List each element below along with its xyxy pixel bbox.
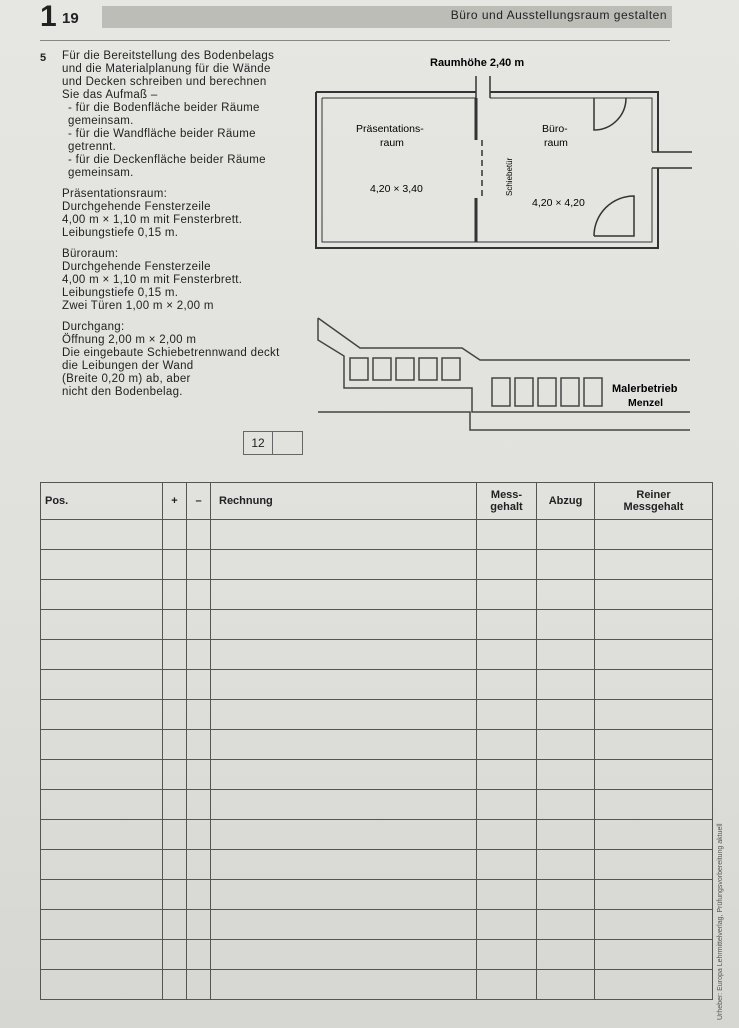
table-cell[interactable] (163, 850, 187, 880)
table-row (41, 880, 713, 910)
intro-line: und die Materialplanung für die Wände (62, 63, 271, 75)
table-row (41, 700, 713, 730)
table-row (41, 550, 713, 580)
table-cell[interactable] (537, 520, 595, 550)
table-header-row (41, 483, 713, 520)
table-cell[interactable] (477, 550, 537, 580)
table-cell[interactable] (537, 850, 595, 880)
table-cell[interactable] (211, 610, 477, 640)
table-cell[interactable] (41, 610, 163, 640)
table-cell[interactable] (211, 910, 477, 940)
table-cell[interactable] (163, 700, 187, 730)
table-row (41, 850, 713, 880)
table-row (41, 640, 713, 670)
table-cell[interactable] (163, 610, 187, 640)
table-cell[interactable] (41, 700, 163, 730)
table-cell[interactable] (211, 940, 477, 970)
table-body (41, 520, 713, 1000)
table-row (41, 730, 713, 760)
table-cell[interactable] (163, 520, 187, 550)
table-cell[interactable] (163, 760, 187, 790)
table-row (41, 820, 713, 850)
table-cell[interactable] (595, 700, 713, 730)
table-cell[interactable] (211, 670, 477, 700)
table-row (41, 970, 713, 1000)
presentation-line: Durchgehende Fensterzeile (62, 201, 211, 213)
room1-name-line2: raum (380, 137, 404, 149)
table-cell[interactable] (537, 760, 595, 790)
office-line: Durchgehende Fensterzeile (62, 261, 211, 273)
table-cell[interactable] (41, 790, 163, 820)
col-mess-header (477, 483, 537, 520)
bullet-line: gemeinsam. (68, 115, 134, 127)
table-cell[interactable] (41, 820, 163, 850)
window-pane (419, 358, 437, 380)
table-cell[interactable] (187, 880, 211, 910)
table-cell[interactable] (187, 670, 211, 700)
table-cell[interactable] (163, 970, 187, 1000)
table-cell[interactable] (537, 610, 595, 640)
table-cell[interactable] (211, 730, 477, 760)
table-cell[interactable] (41, 640, 163, 670)
table-row (41, 670, 713, 700)
table-row (41, 760, 713, 790)
table-cell[interactable] (537, 970, 595, 1000)
passage-line: die Leibungen der Wand (62, 360, 194, 372)
passage-heading: Durchgang: (62, 321, 125, 333)
col-mess-line: gehalt (490, 501, 523, 513)
table-cell[interactable] (41, 880, 163, 910)
table-cell[interactable] (41, 970, 163, 1000)
office-line: 4,00 m × 1,10 m mit Fensterbrett. (62, 274, 243, 286)
intro-line: Sie das Aufmaß – (62, 89, 158, 101)
table-cell[interactable] (163, 820, 187, 850)
table-cell[interactable] (595, 670, 713, 700)
room2-name-line2: raum (544, 137, 568, 149)
table-row (41, 910, 713, 940)
col-rein-line: Messgehalt (623, 501, 684, 513)
table-cell[interactable] (595, 940, 713, 970)
table-cell[interactable] (41, 940, 163, 970)
table-cell[interactable] (187, 790, 211, 820)
table-cell[interactable] (187, 610, 211, 640)
table-cell[interactable] (211, 550, 477, 580)
window-pane (350, 358, 368, 380)
result-box-number: 12 (244, 432, 273, 454)
table-cell[interactable] (163, 940, 187, 970)
table-cell[interactable] (537, 910, 595, 940)
page-number: 19 (62, 10, 79, 27)
table-cell[interactable] (595, 790, 713, 820)
table-cell[interactable] (211, 880, 477, 910)
window-pane (492, 378, 510, 406)
table-cell[interactable] (163, 880, 187, 910)
table-cell[interactable] (163, 730, 187, 760)
table-cell[interactable] (163, 640, 187, 670)
table-cell[interactable] (211, 640, 477, 670)
table-cell[interactable] (537, 940, 595, 970)
sign-outline (318, 318, 690, 430)
table-cell[interactable] (477, 640, 537, 670)
table-cell[interactable] (477, 910, 537, 940)
table-cell[interactable] (537, 790, 595, 820)
table-cell[interactable] (595, 580, 713, 610)
bullet-line: - für die Wandfläche beider Räume (68, 128, 256, 140)
table-cell[interactable] (187, 910, 211, 940)
table-row (41, 610, 713, 640)
table-cell[interactable] (477, 790, 537, 820)
window-pane (515, 378, 533, 406)
col-minus-header: – (187, 483, 211, 520)
bullet-line: - für die Bodenfläche beider Räume (68, 102, 260, 114)
table-cell[interactable] (41, 520, 163, 550)
sign-line1: Malerbetrieb (612, 383, 678, 395)
table-cell[interactable] (477, 970, 537, 1000)
table-cell[interactable] (41, 550, 163, 580)
table-cell[interactable] (187, 730, 211, 760)
intro-line: Für die Bereitstellung des Bodenbelags (62, 50, 275, 62)
copyright-credit: Urheber: Europa Lehrmittelverlag, Prüfungsvorbereitung aktuell (717, 823, 724, 1020)
sign-line2: Menzel (628, 397, 664, 409)
table-cell[interactable] (477, 520, 537, 550)
table-cell[interactable] (595, 730, 713, 760)
col-rein-line: Reiner (636, 489, 671, 501)
inner-window-line (322, 98, 652, 242)
table-cell[interactable] (211, 850, 477, 880)
presentation-line: 4,00 m × 1,10 m mit Fensterbrett. (62, 214, 243, 226)
table-cell[interactable] (187, 520, 211, 550)
window-pane (561, 378, 579, 406)
table-cell[interactable] (163, 790, 187, 820)
presentation-heading: Präsentationsraum: (62, 188, 168, 200)
table-cell[interactable] (537, 880, 595, 910)
table-cell[interactable] (595, 850, 713, 880)
table-row (41, 790, 713, 820)
room1-size: 4,20 × 3,40 (370, 183, 423, 195)
table-cell[interactable] (537, 820, 595, 850)
table-cell[interactable] (477, 670, 537, 700)
table-cell[interactable] (477, 580, 537, 610)
door-swing-top (594, 98, 626, 130)
room1-name-line1: Präsentations- (356, 123, 424, 135)
shop-sign-illustration (318, 318, 690, 430)
floorplan (316, 76, 692, 248)
outer-wall (316, 92, 658, 248)
table-cell[interactable] (163, 550, 187, 580)
table-cell[interactable] (477, 700, 537, 730)
bullet-line: getrennt. (68, 141, 117, 153)
table-cell[interactable] (595, 550, 713, 580)
table-cell[interactable] (595, 820, 713, 850)
table-cell[interactable] (211, 970, 477, 1000)
table-cell[interactable] (187, 850, 211, 880)
passage-line: Die eingebaute Schiebetrennwand deckt (62, 347, 280, 359)
office-line: Leibungstiefe 0,15 m. (62, 287, 179, 299)
room-height-label: Raumhöhe 2,40 m (430, 57, 525, 69)
table-cell[interactable] (537, 670, 595, 700)
table-cell[interactable] (211, 760, 477, 790)
table-cell[interactable] (163, 910, 187, 940)
table-cell[interactable] (477, 610, 537, 640)
chapter-number: 1 (40, 0, 57, 33)
passage-line: Öffnung 2,00 m × 2,00 m (62, 334, 197, 346)
table-cell[interactable] (163, 670, 187, 700)
table-cell[interactable] (595, 910, 713, 940)
bullet-line: gemeinsam. (68, 167, 134, 179)
table-cell[interactable] (595, 610, 713, 640)
table-cell[interactable] (595, 880, 713, 910)
table-cell[interactable] (211, 820, 477, 850)
table-cell[interactable] (41, 850, 163, 880)
table-cell[interactable] (187, 760, 211, 790)
presentation-line: Leibungstiefe 0,15 m. (62, 227, 179, 239)
table-row (41, 940, 713, 970)
table-cell[interactable] (477, 730, 537, 760)
window-pane (373, 358, 391, 380)
table-cell[interactable] (187, 940, 211, 970)
col-pos-header: Pos. (41, 483, 163, 520)
window-pane (538, 378, 556, 406)
table-cell[interactable] (211, 520, 477, 550)
col-mess-line: Mess- (490, 489, 523, 501)
table-cell[interactable] (163, 580, 187, 610)
window-pane (442, 358, 460, 380)
table-cell[interactable] (537, 730, 595, 760)
table-cell[interactable] (41, 730, 163, 760)
col-rein-header (595, 483, 713, 520)
office-line: Zwei Türen 1,00 m × 2,00 m (62, 300, 214, 312)
table-row (41, 580, 713, 610)
passage-line: nicht den Bodenbelag. (62, 386, 183, 398)
table-cell[interactable] (477, 760, 537, 790)
table-cell[interactable] (477, 880, 537, 910)
task-number: 5 (40, 52, 47, 64)
bullet-line: - für die Deckenfläche beider Räume (68, 154, 266, 166)
table-cell[interactable] (187, 970, 211, 1000)
table-cell[interactable] (41, 910, 163, 940)
table-cell[interactable] (41, 760, 163, 790)
page-title: Büro und Ausstellungsraum gestalten (450, 8, 667, 22)
door-swing-bottom (594, 196, 634, 236)
table-cell[interactable] (211, 580, 477, 610)
table-cell[interactable] (537, 550, 595, 580)
table-cell[interactable] (187, 550, 211, 580)
table-cell[interactable] (41, 580, 163, 610)
table-cell[interactable] (211, 700, 477, 730)
table-cell[interactable] (41, 670, 163, 700)
room2-size: 4,20 × 4,20 (532, 197, 585, 209)
office-heading: Büroraum: (62, 248, 119, 260)
table-cell[interactable] (187, 700, 211, 730)
passage-line: (Breite 0,20 m) ab, aber (62, 373, 191, 385)
window-pane (584, 378, 602, 406)
table-row (41, 520, 713, 550)
table-cell[interactable] (477, 850, 537, 880)
intro-line: und Decken schreiben und berechnen (62, 76, 267, 88)
table-cell[interactable] (187, 580, 211, 610)
table-cell[interactable] (537, 580, 595, 610)
col-abzug-header: Abzug (537, 483, 595, 520)
measurement-table (40, 482, 713, 1000)
table-cell[interactable] (595, 520, 713, 550)
table-cell[interactable] (477, 940, 537, 970)
table-cell[interactable] (595, 640, 713, 670)
table-cell[interactable] (537, 640, 595, 670)
col-plus-header: + (163, 483, 187, 520)
table-cell[interactable] (477, 820, 537, 850)
col-calc-header: Rechnung (211, 483, 477, 520)
table-cell[interactable] (595, 760, 713, 790)
table-cell[interactable] (187, 640, 211, 670)
room2-name-line1: Büro- (542, 123, 568, 135)
table-cell[interactable] (595, 970, 713, 1000)
sliding-door-label: Schiebetür (505, 157, 514, 196)
table-cell[interactable] (211, 790, 477, 820)
table-cell[interactable] (187, 820, 211, 850)
floorplan-and-sign-illustration (0, 0, 739, 480)
table-cell[interactable] (537, 700, 595, 730)
window-pane (396, 358, 414, 380)
